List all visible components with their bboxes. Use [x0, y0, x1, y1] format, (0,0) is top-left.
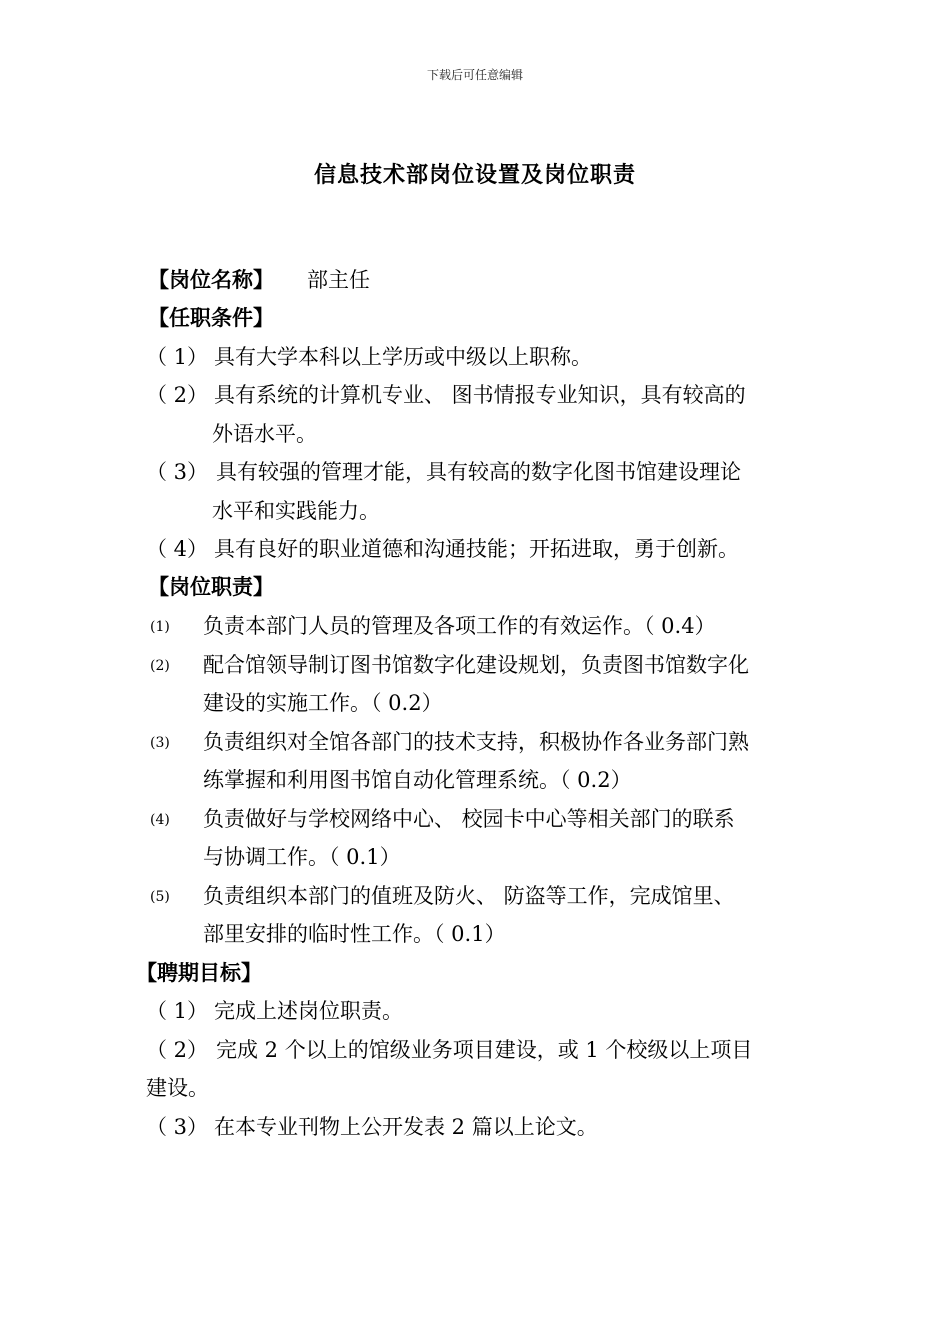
- qualification-text-continued: 水平和实践能力。: [212, 499, 380, 523]
- goal-number: （ 3）: [146, 1115, 209, 1139]
- position-label: 【岗位名称】: [148, 267, 274, 292]
- qualification-number: （ 2）: [146, 383, 209, 407]
- duty-number: (2): [150, 658, 170, 674]
- goal-number: （ 2）: [146, 1038, 209, 1062]
- goal-text-continued: 建设。: [146, 1076, 209, 1100]
- duty-text: 配合馆领导制订图书馆数字化建设规划，负责图书馆数字化: [203, 653, 749, 677]
- header-note: 下载后可任意编辑: [426, 68, 523, 82]
- qualification-text: 具有良好的职业道德和沟通技能；开拓进取，勇于创新。: [214, 537, 739, 561]
- duty-text: 负责本部门人员的管理及各项工作的有效运作。（ 0.4）: [203, 614, 716, 638]
- qualification-number: （ 1）: [146, 345, 209, 369]
- duty-number: (1): [150, 619, 170, 635]
- duties-heading: 【岗位职责】: [148, 574, 274, 599]
- qualification-text-continued: 外语水平。: [212, 422, 317, 446]
- duty-text: 负责做好与学校网络中心、 校园卡中心等相关部门的联系: [203, 807, 735, 831]
- goal-text: 完成上述岗位职责。: [214, 999, 403, 1023]
- duty-text-continued: 建设的实施工作。（ 0.2）: [203, 691, 443, 715]
- page-title: 信息技术部岗位设置及岗位职责: [313, 162, 636, 188]
- duty-text: 负责组织对全馆各部门的技术支持，积极协作各业务部门熟: [203, 730, 749, 754]
- qualification-text: 具有较强的管理才能，具有较高的数字化图书馆建设理论: [216, 460, 741, 484]
- qualification-text: 具有系统的计算机专业、 图书情报专业知识，具有较高的: [214, 383, 746, 407]
- qualification-text: 具有大学本科以上学历或中级以上职称。: [214, 345, 592, 369]
- goal-text: 完成 2 个以上的馆级业务项目建设，或 1 个校级以上项目: [216, 1038, 753, 1062]
- goal-text: 在本专业刊物上公开发表 2 篇以上论文。: [214, 1115, 598, 1139]
- goal-number: （ 1）: [146, 999, 209, 1023]
- duty-text-continued: 练掌握和利用图书馆自动化管理系统。（ 0.2）: [203, 768, 632, 792]
- duty-number: (4): [150, 812, 170, 828]
- position-value: 部主任: [307, 268, 370, 292]
- qualification-number: （ 3）: [146, 460, 209, 484]
- duty-text: 负责组织本部门的值班及防火、 防盗等工作，完成馆里、: [203, 884, 735, 908]
- duty-number: (3): [150, 735, 170, 751]
- duty-text-continued: 部里安排的临时性工作。（ 0.1）: [203, 922, 506, 946]
- goals-heading: 【聘期目标】: [136, 960, 262, 985]
- qualification-number: （ 4）: [146, 537, 209, 561]
- duty-text-continued: 与协调工作。（ 0.1）: [203, 845, 401, 869]
- qualifications-heading: 【任职条件】: [148, 305, 274, 330]
- duty-number: (5): [150, 889, 170, 905]
